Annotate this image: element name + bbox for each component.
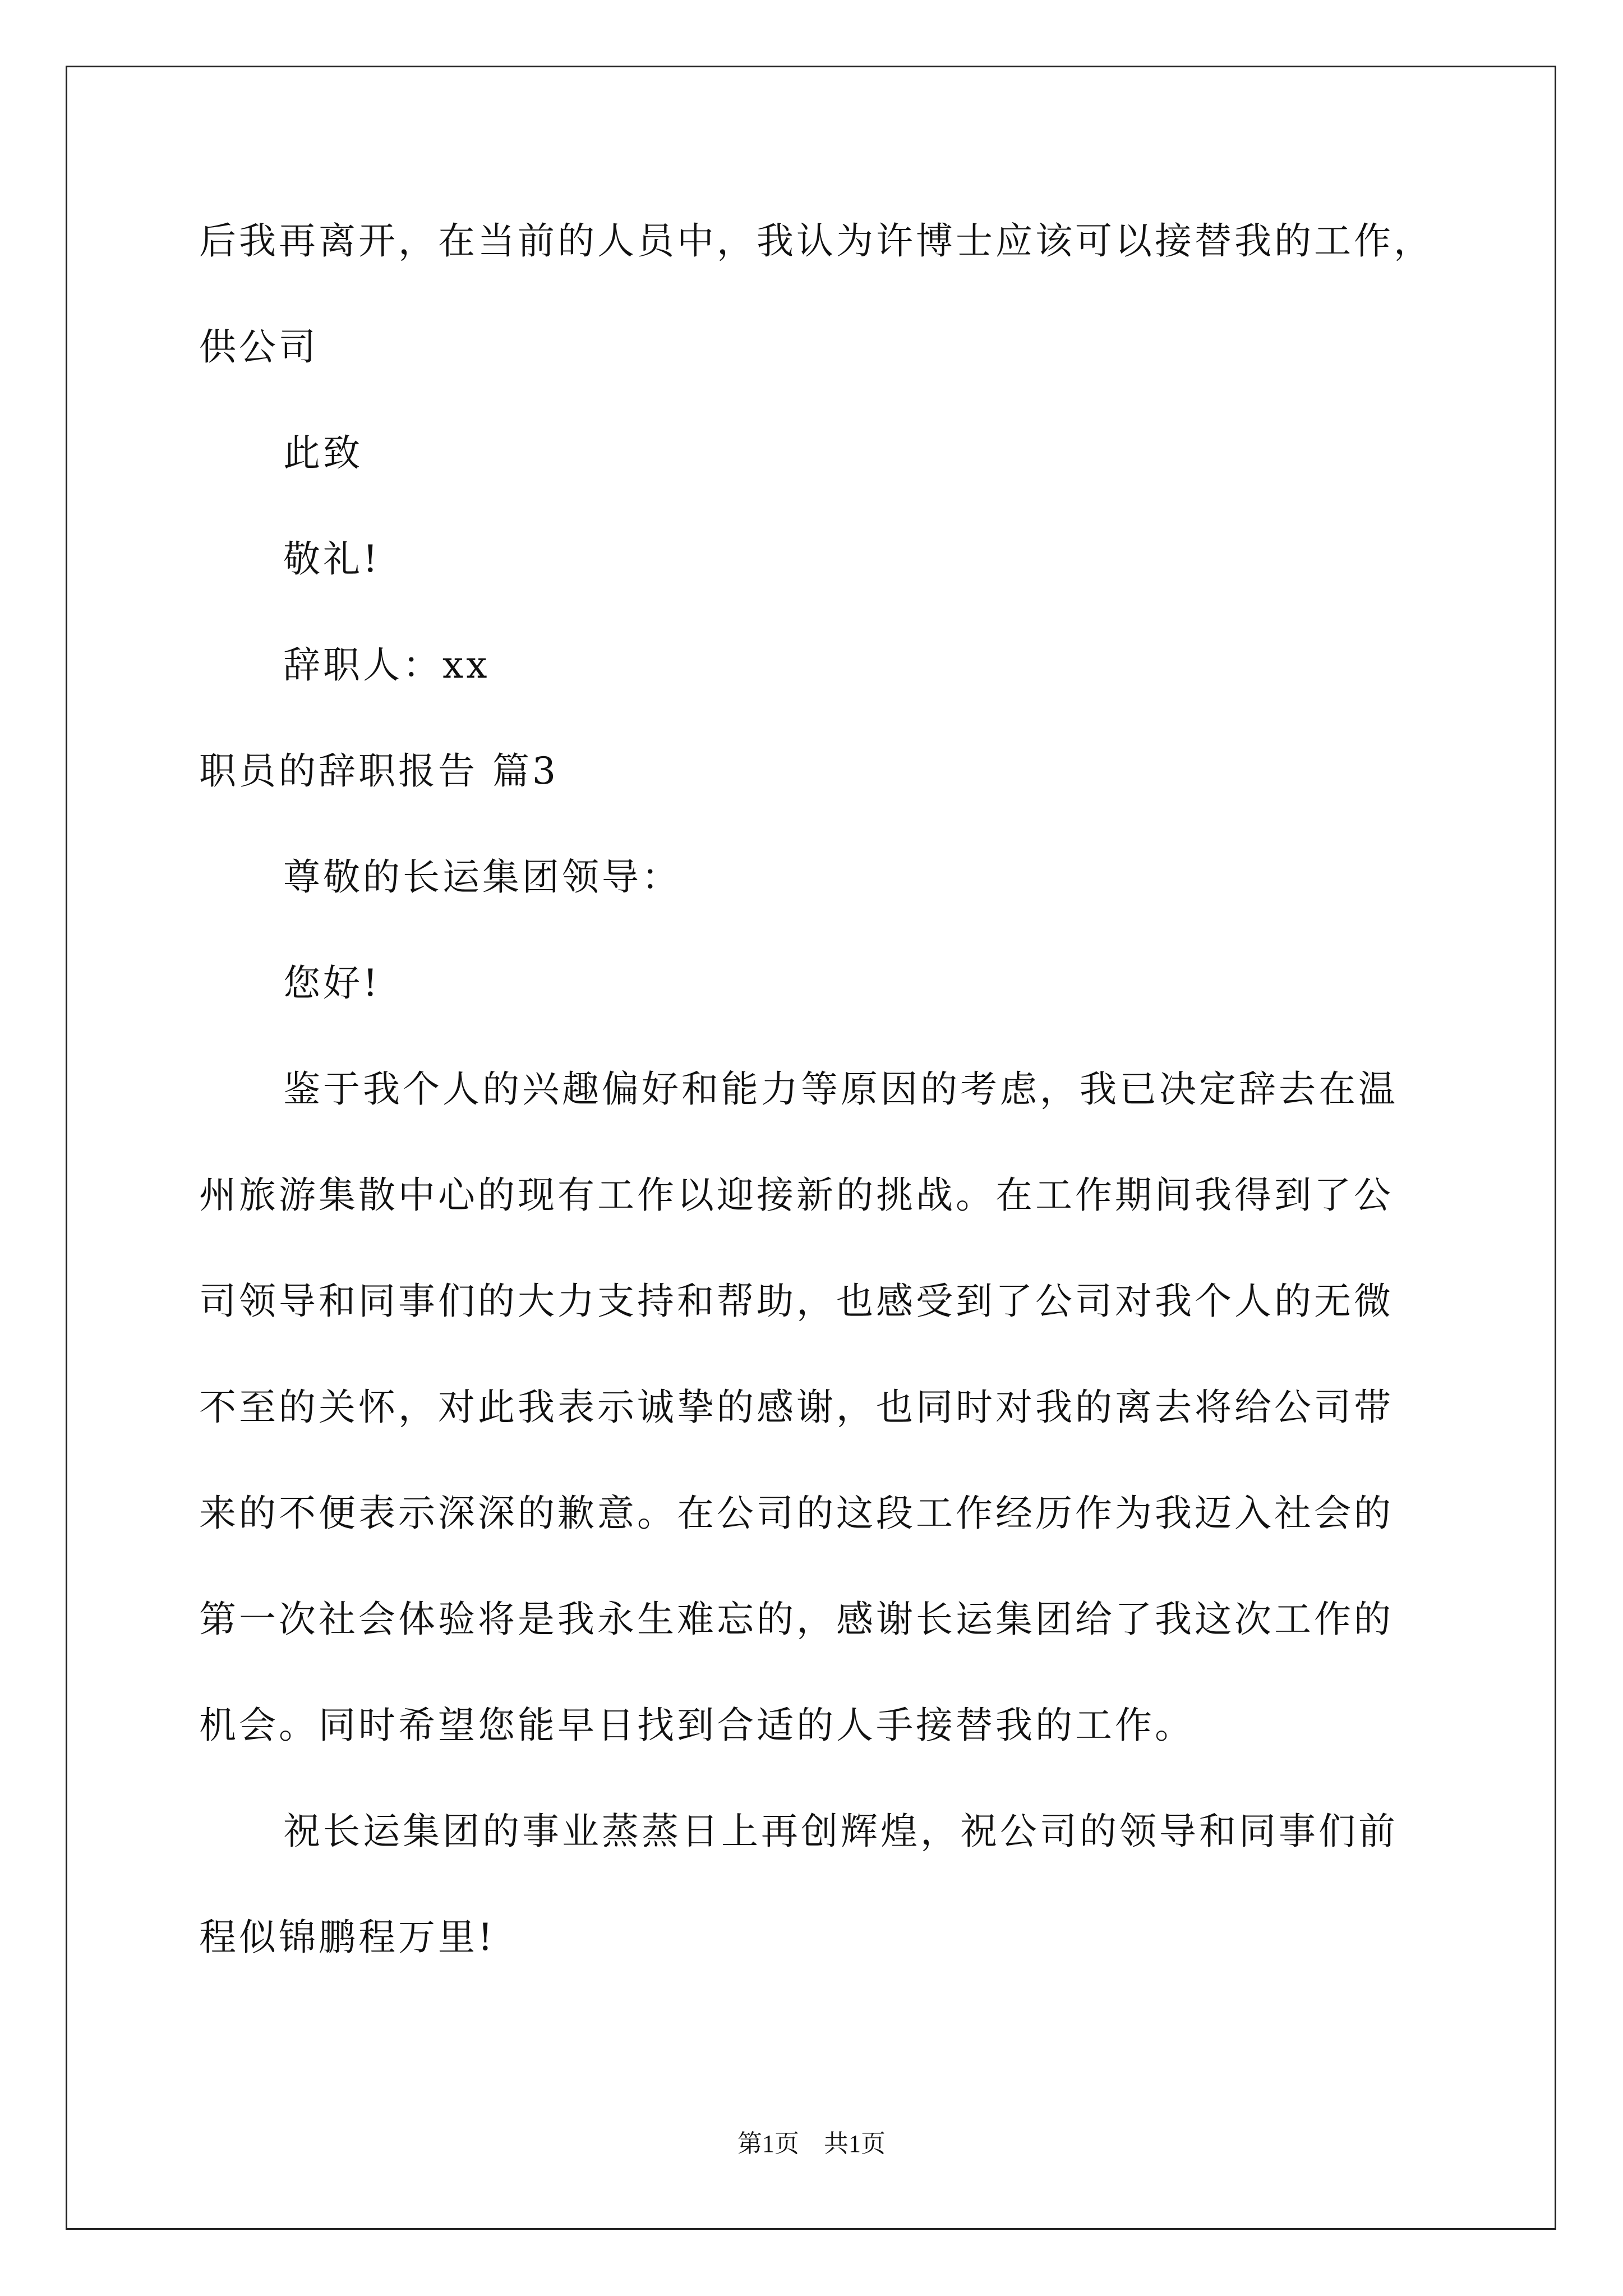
signature-line: 辞职人：xx [283,643,490,687]
text-line: 供公司 [199,325,319,369]
document-body [199,213,1433,2016]
text-line: 后我再离开，在当前的人员中，我认为许博士应该可以接替我的工作， [199,219,1433,263]
paragraph-line: 祝长运集团的事业蒸蒸日上再创辉煌，祝公司的领导和同事们前 [283,1810,1398,1853]
paragraph-line: 司领导和同事们的大力支持和帮助，也感受到了公司对我个人的无微 [199,1280,1394,1323]
paragraph-line: 州旅游集散中心的现有工作以迎接新的挑战。在工作期间我得到了公 [199,1174,1394,1217]
letter-greeting: 尊敬的长运集团领导： [283,855,681,899]
paragraph-line: 不至的关怀，对此我表示诚挚的感谢，也同时对我的离去将给公司带 [199,1386,1394,1429]
paragraph-line: 来的不便表示深深的歉意。在公司的这段工作经历作为我迈入社会的 [199,1492,1394,1535]
closing-salutation: 此致 [283,431,363,475]
paragraph-line: 程似锦鹏程万里! [199,1916,496,1959]
paragraph-line: 鉴于我个人的兴趣偏好和能力等原因的考虑，我已决定辞去在温 [283,1068,1398,1111]
paragraph-line: 第一次社会体验将是我永生难忘的，感谢长运集团给了我这次工作的 [199,1598,1394,1641]
section-heading: 职员的辞职报告 篇3 [199,749,559,793]
paragraph-line: 机会。同时希望您能早日找到合适的人手接替我的工作。 [199,1704,1195,1747]
closing-regards: 敬礼! [283,537,381,581]
letter-salutation: 您好! [283,961,381,1005]
page-number-footer: 第1页 共1页 [737,2130,886,2157]
